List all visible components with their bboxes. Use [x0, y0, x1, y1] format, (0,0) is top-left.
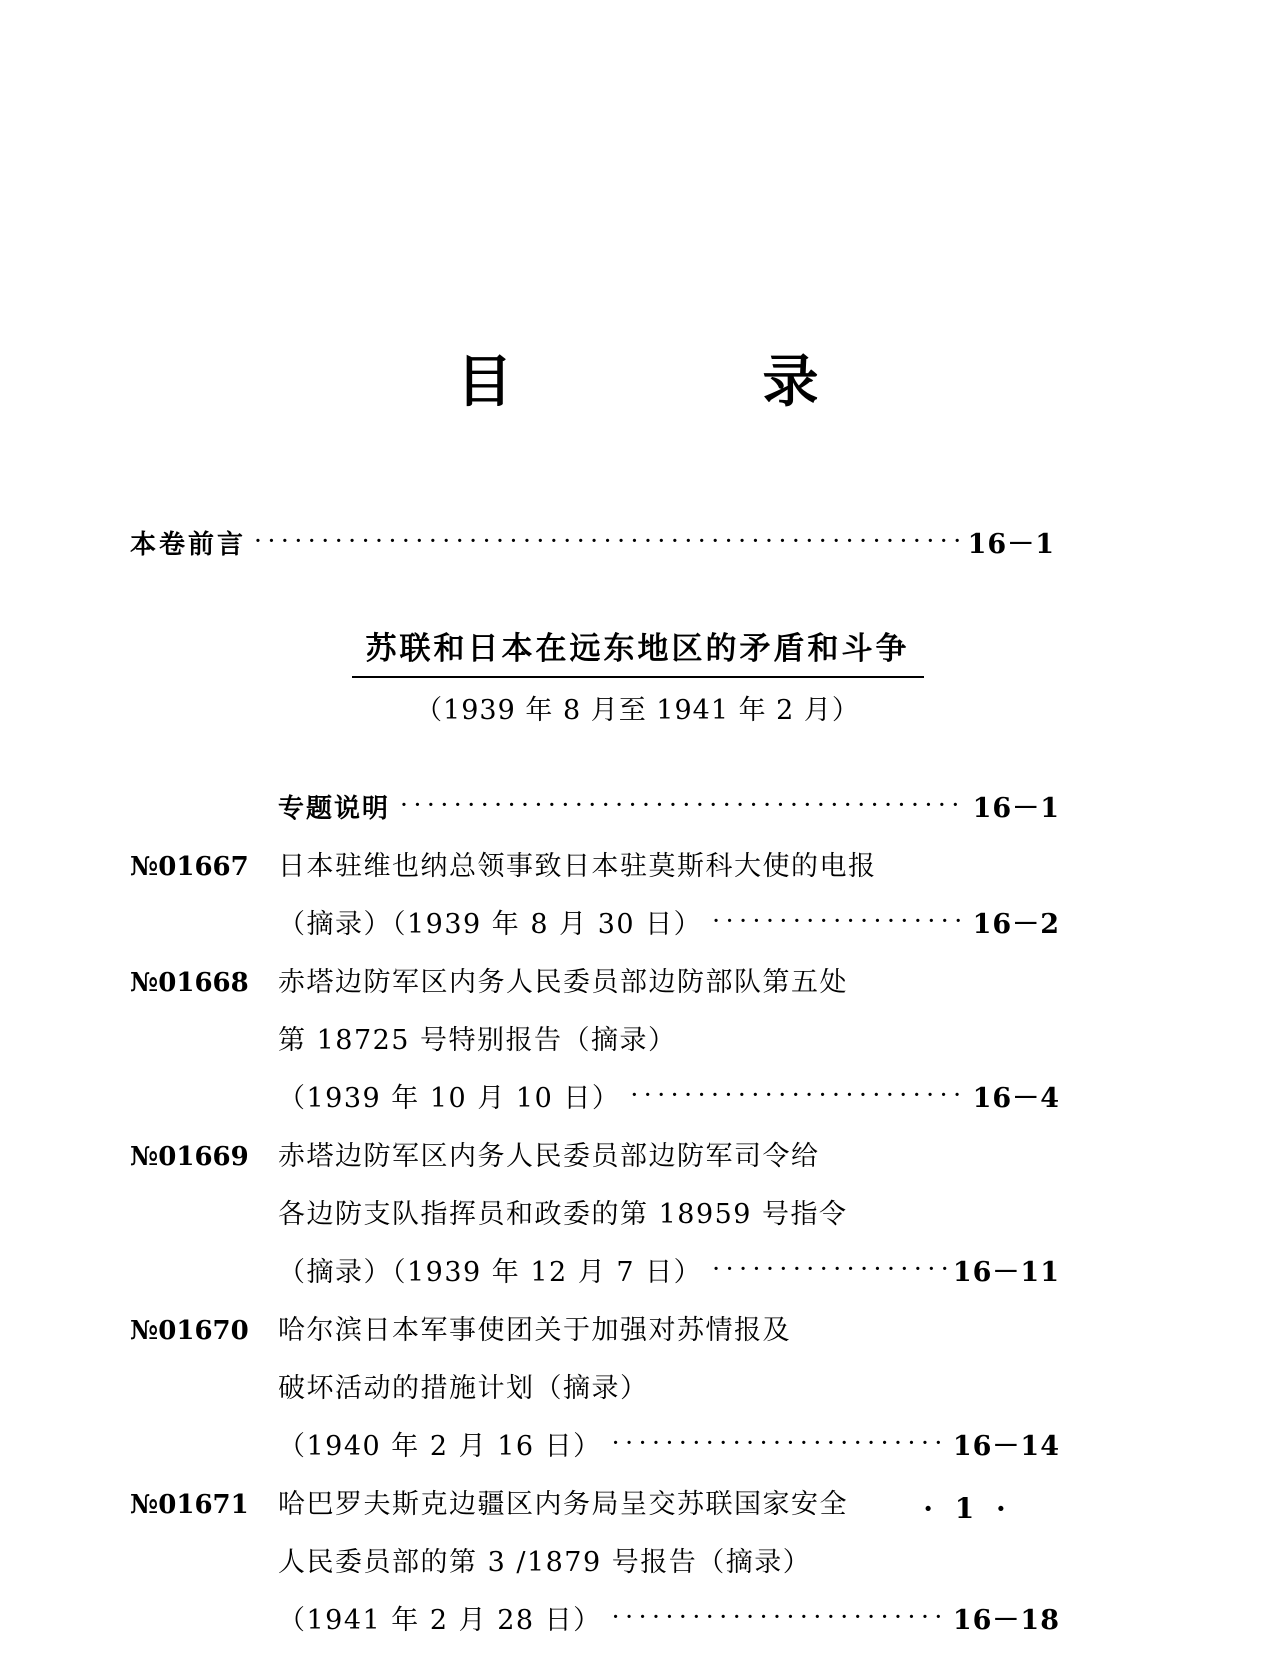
toc-entry-line [130, 1134, 1060, 1192]
toc-entry-line [130, 844, 1060, 902]
toc-entry-number: №01667 [130, 852, 249, 882]
toc-entry-page-number: 16－4 [972, 1083, 1060, 1114]
toc-entry-title: （摘录）（1939 年 12 月 7 日） [278, 1257, 703, 1288]
toc-entry-line [130, 1366, 1060, 1424]
toc-entry [130, 1308, 1060, 1482]
dot-leader [254, 526, 962, 555]
toc-entry [130, 1134, 1060, 1308]
toc-entry-title: 哈巴罗夫斯克边疆区内务局呈交苏联国家安全 [278, 1489, 848, 1520]
section-subtitle: （1939 年 8 月至 1941 年 2 月） [415, 695, 860, 726]
toc-entry-line [130, 1424, 1060, 1482]
dot-leader [712, 1254, 947, 1283]
toc-entry-page-number: 16－1 [972, 793, 1060, 824]
toc-entry-page-number: 16－2 [972, 909, 1060, 940]
toc-entry-title: （1939 年 10 月 10 日） [278, 1083, 621, 1114]
footer-page-number [0, 1492, 1275, 1525]
toc-entry-title: （摘录）（1939 年 8 月 30 日） [278, 909, 703, 940]
toc-entry-title: 哈尔滨日本军事使团关于加强对苏情报及 [278, 1315, 791, 1346]
toc-entry-line [130, 1250, 1060, 1308]
dot-leader [612, 1602, 947, 1631]
toc-entry-number: №01670 [130, 1316, 249, 1346]
toc-entry-line [130, 1540, 1060, 1598]
dot-leader [400, 790, 967, 819]
toc-entry-title: 赤塔边防军区内务人民委员部边防部队第五处 [278, 967, 848, 998]
toc-entry-line [130, 960, 1060, 1018]
toc-entry-page-number: 16－11 [952, 1257, 1060, 1288]
toc-entry-title: 破坏活动的措施计划（摘录） [278, 1373, 649, 1404]
dot-leader [712, 906, 966, 935]
toc-entry-line [130, 786, 1060, 844]
toc-entry-number: №01668 [130, 968, 249, 998]
page-title: 目 录 [456, 350, 865, 415]
toc-entry [130, 786, 1060, 844]
toc-entry-line [130, 1076, 1060, 1134]
dot-leader [630, 1080, 966, 1109]
toc-entry-title: 人民委员部的第 3 /1879 号报告（摘录） [278, 1547, 812, 1578]
toc-entry-title: 专题说明 [278, 794, 391, 824]
toc-entry-number: №01671 [130, 1490, 249, 1520]
toc-entry-preface [130, 522, 1055, 561]
section-heading [0, 630, 1275, 678]
toc-entry [130, 960, 1060, 1134]
toc-entry-title: （1941 年 2 月 28 日） [278, 1605, 602, 1636]
toc-entry-number: №01669 [130, 1142, 249, 1172]
toc-entry-title: 赤塔边防军区内务人民委员部边防军司令给 [278, 1141, 820, 1172]
toc-entry-title: 日本驻维也纳总领事致日本驻莫斯科大使的电报 [278, 851, 877, 882]
toc-entry-line [130, 1308, 1060, 1366]
toc-entry-line [130, 1598, 1060, 1656]
footer-page-number-text: · 1 · [923, 1492, 1012, 1525]
toc-entry-title: （1940 年 2 月 16 日） [278, 1431, 602, 1462]
toc-entry-title: 第 18725 号特别报告（摘录） [278, 1025, 677, 1056]
section-heading-text: 苏联和日本在远东地区的矛盾和斗争 [352, 630, 924, 678]
toc-entry-page-number: 16－18 [952, 1605, 1060, 1636]
toc-entry-page-number: 16－14 [952, 1431, 1060, 1462]
toc-entry [130, 844, 1060, 960]
preface-label: 本卷前言 [130, 530, 247, 560]
toc-entry-list [130, 786, 1060, 1656]
toc-entry-line [130, 902, 1060, 960]
preface-page-number: 16－1 [967, 529, 1055, 560]
toc-entry-line [130, 1018, 1060, 1076]
dot-leader [612, 1428, 947, 1457]
toc-entry-line [130, 1192, 1060, 1250]
toc-entry-title: 各边防支队指挥员和政委的第 18959 号指令 [278, 1199, 848, 1230]
